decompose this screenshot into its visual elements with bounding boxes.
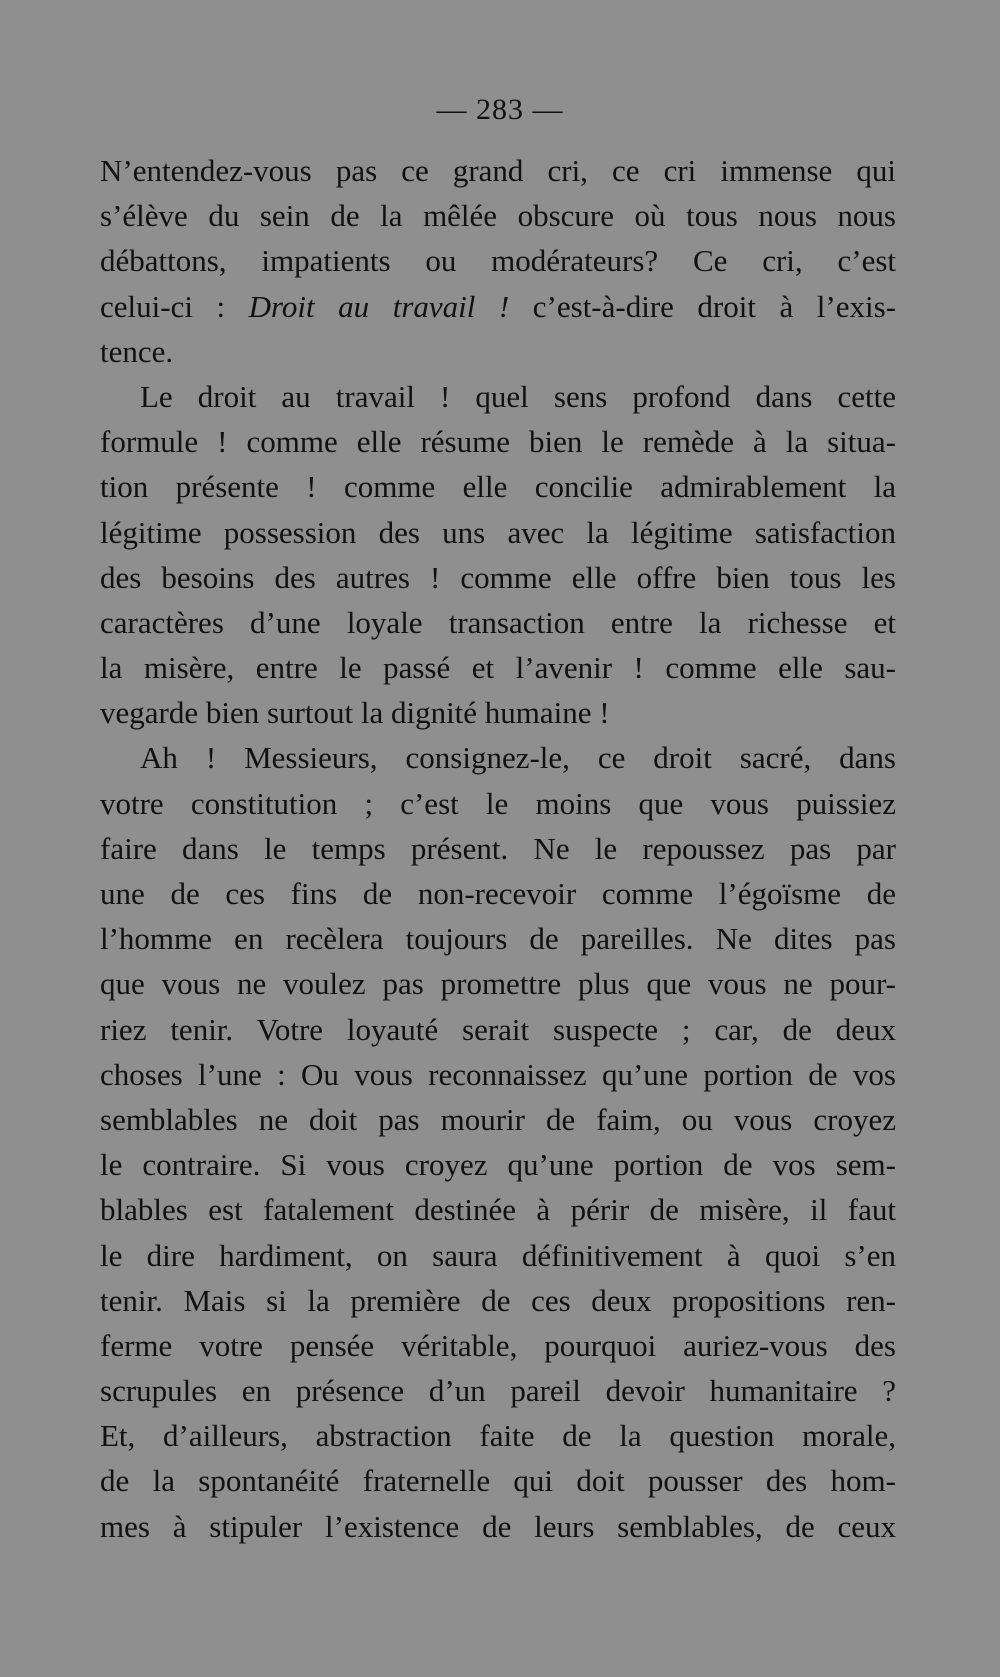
text-line — [100, 284, 896, 329]
paragraph-start-line: Ah ! Messieurs, consignez-le, ce droit sacré, dans — [140, 740, 896, 776]
text-line: formule ! comme elle résume bien le remède à la situa- — [100, 424, 896, 460]
text-line: l’homme en recèlera toujours de pareilles. Ne dites pas — [100, 921, 896, 957]
text-run: c’est-à-dire droit à l’exis- — [509, 288, 897, 324]
text-line: une de ces fins de non-recevoir comme l’égoïsme de — [100, 876, 896, 911]
text-line: légitime possession des uns avec la légitime satisfaction — [100, 514, 896, 550]
paragraph-start-line: Le droit au travail ! quel sens profond dans cette — [140, 378, 896, 414]
body-text — [100, 148, 896, 1549]
text-line: mes à stipuler l’existence de leurs semblables, de ceux — [100, 1508, 896, 1544]
text-line: tion présente ! comme elle concilie admirablement la — [100, 469, 896, 505]
text-line: Et, d’ailleurs, abstraction faite de la question morale, — [100, 1418, 896, 1454]
text-line: débattons, impatients ou modérateurs? Ce cri, c’est — [100, 243, 896, 279]
text-line: scrupules en présence d’un pareil devoir humanitaire ? — [100, 1373, 896, 1409]
text-line: la misère, entre le passé et l’avenir ! comme elle sau- — [100, 650, 896, 686]
text-line: le dire hardiment, on saura définitivement à quoi s’en — [100, 1237, 896, 1273]
text-line: tenir. Mais si la première de ces deux propositions ren- — [100, 1282, 896, 1318]
text-line: N’entendez-vous pas ce grand cri, ce cri immense qui — [100, 153, 896, 188]
text-line: de la spontanéité fraternelle qui doit pousser des hom- — [100, 1463, 896, 1499]
text-line: que vous ne voulez pas promettre plus que vous ne pour- — [100, 966, 896, 1002]
text-line: le contraire. Si vous croyez qu’une portion de vos sem- — [100, 1147, 896, 1183]
text-run: celui-ci : — [100, 288, 249, 324]
page-number: — 283 — — [436, 93, 564, 126]
text-line: tence. — [100, 333, 174, 369]
text-line: semblables ne doit pas mourir de faim, ou vous croyez — [100, 1101, 896, 1137]
text-line: blables est fatalement destinée à périr de misère, il faut — [100, 1192, 896, 1228]
italic-phrase: Droit au travail ! — [248, 288, 510, 324]
text-line: caractères d’une loyale transaction entre la richesse et — [100, 604, 896, 640]
text-line: s’élève du sein de la mêlée obscure où tous nous nous — [100, 198, 896, 234]
text-line: votre constitution ; c’est le moins que vous puissiez — [100, 785, 896, 821]
text-line: des besoins des autres ! comme elle offre bien tous les — [100, 559, 896, 595]
text-line: vegarde bien surtout la dignité humaine ! — [100, 695, 610, 731]
text-line: faire dans le temps présent. Ne le repoussez pas par — [100, 830, 896, 866]
text-line: ferme votre pensée véritable, pourquoi auriez-vous des — [100, 1327, 896, 1363]
text-line: choses l’une : Ou vous reconnaissez qu’une portion de vos — [100, 1056, 896, 1092]
text-line: riez tenir. Votre loyauté serait suspecte ; car, de deux — [100, 1011, 896, 1047]
